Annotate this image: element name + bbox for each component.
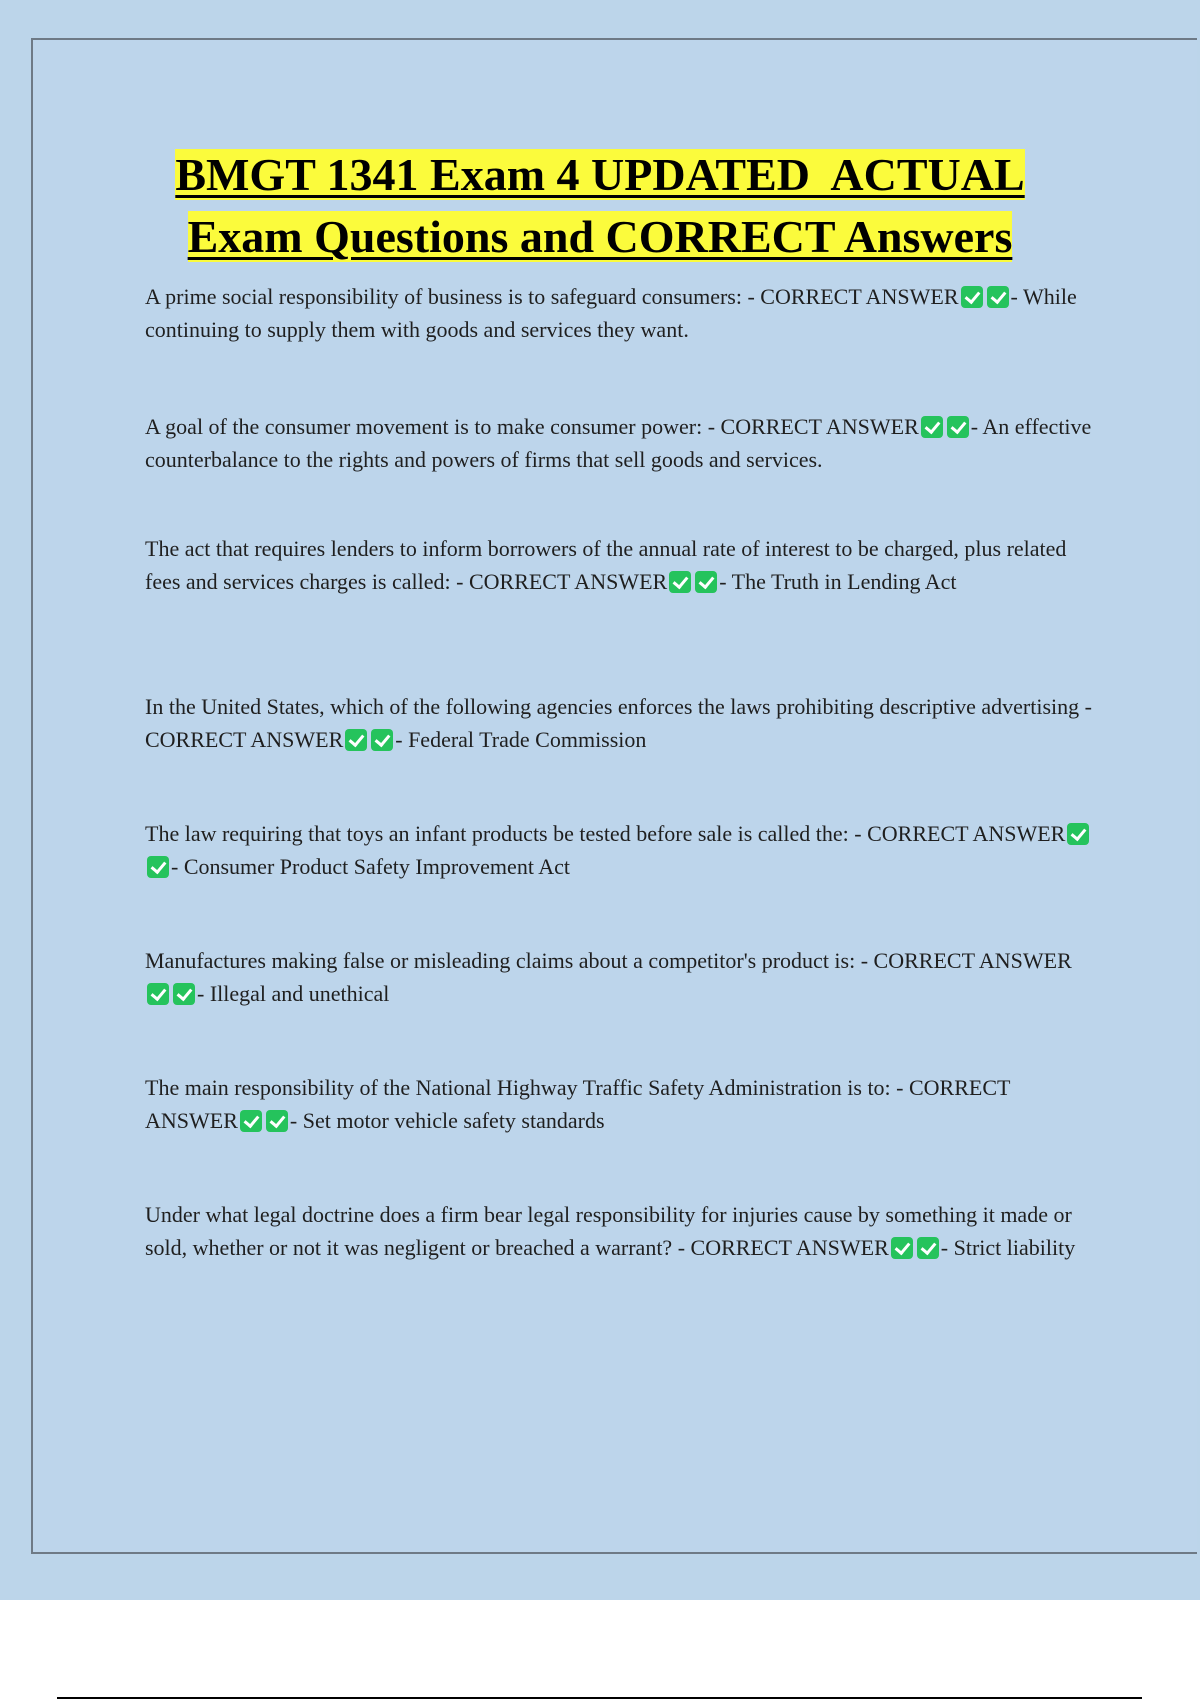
checkmark-box-icon	[987, 286, 1009, 308]
checkmark-box-icon	[240, 1110, 262, 1132]
answer-text: - Strict liability	[940, 1235, 1076, 1260]
qa-item	[145, 280, 1095, 346]
question-text: In the United States, which of the following agencies enforces the laws prohibiting descriptive advertising - CORRECT ANSWER	[145, 694, 1092, 752]
qa-item	[145, 410, 1095, 476]
answer-text: - Set motor vehicle safety standards	[289, 1108, 605, 1133]
checkmark-box-icon	[947, 416, 969, 438]
checkmark-box-icon	[695, 571, 717, 593]
checkmark-box-icon	[345, 729, 367, 751]
question-text: The law requiring that toys an infant products be tested before sale is called the: - CORRECT ANSWER	[145, 821, 1066, 846]
qa-item	[145, 1198, 1095, 1264]
checkmark-box-icon	[371, 729, 393, 751]
qa-item	[145, 944, 1095, 1010]
qa-item	[145, 1071, 1095, 1137]
checkmark-box-icon	[961, 286, 983, 308]
qa-item	[145, 532, 1095, 598]
title-line-1: BMGT 1341 Exam 4 UPDATED ACTUAL	[175, 149, 1025, 200]
document-title	[60, 144, 1140, 268]
title-line-2: Exam Questions and CORRECT Answers	[187, 211, 1013, 262]
checkmark-box-icon	[147, 856, 169, 878]
checkmark-box-icon	[669, 571, 691, 593]
question-text: The main responsibility of the National Highway Traffic Safety Administration is to: - CORRECT ANSWER	[145, 1075, 1011, 1133]
answer-text: - Consumer Product Safety Improvement Act	[171, 854, 570, 879]
checkmark-box-icon	[147, 983, 169, 1005]
checkmark-box-icon	[891, 1237, 913, 1259]
question-text: Manufactures making false or misleading claims about a competitor's product is: - CORRECT ANSWER	[145, 948, 1072, 973]
question-text: A prime social responsibility of business is to safeguard consumers: - CORRECT ANSWER	[145, 284, 959, 309]
checkmark-box-icon	[1067, 823, 1089, 845]
qa-item	[145, 817, 1095, 883]
answer-text: - Illegal and unethical	[197, 981, 390, 1006]
question-text: The act that requires lenders to inform borrowers of the annual rate of interest to be charged, plus related fees and services charges is called: - CORRECT ANSWER	[145, 536, 1067, 594]
qa-item	[145, 690, 1095, 756]
answer-text: - Federal Trade Commission	[395, 727, 647, 752]
footer-divider	[57, 1697, 1142, 1699]
question-text: Under what legal doctrine does a firm bear legal responsibility for injuries cause by something it made or sold, whether or not it was negligent or breached a warrant? - CORRECT ANSWER	[145, 1202, 1072, 1260]
answer-text: - While continuing to supply them with goods and services they want.	[145, 284, 1077, 342]
question-text: A goal of the consumer movement is to make consumer power: - CORRECT ANSWER	[145, 414, 919, 439]
checkmark-box-icon	[921, 416, 943, 438]
checkmark-box-icon	[917, 1237, 939, 1259]
answer-text: - The Truth in Lending Act	[719, 569, 957, 594]
checkmark-box-icon	[266, 1110, 288, 1132]
answer-text: - An effective counterbalance to the rights and powers of firms that sell goods and services.	[145, 414, 1092, 472]
checkmark-box-icon	[173, 983, 195, 1005]
